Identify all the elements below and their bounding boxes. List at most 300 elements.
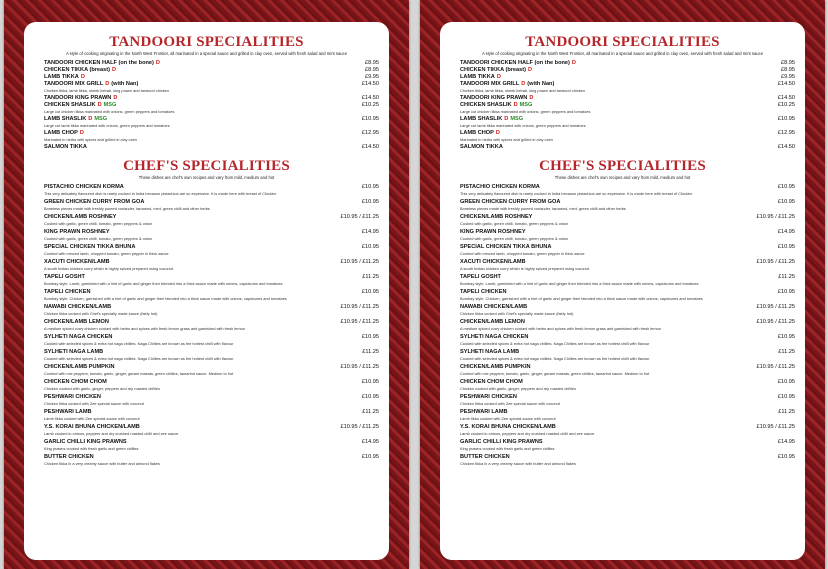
dish-price: £10.95 (777, 199, 795, 205)
tandoori-list (440, 60, 805, 151)
dish-tag: D (496, 74, 501, 80)
dish-name-wrap (460, 319, 525, 326)
menu-item (24, 289, 389, 301)
menu-item-row (460, 259, 795, 266)
dish-price: £10.95 / £11.25 (340, 319, 379, 325)
menu-item (440, 259, 805, 271)
dish-price: £10.95 (777, 379, 795, 385)
dish-description: King prawns cooked with fresh garlic and green chillies (44, 446, 139, 451)
dish-description: Chicken tikka cooked with Chef's specially made sauce (fairly hot) (44, 311, 158, 316)
menu-item (24, 60, 389, 67)
menu-item (440, 67, 805, 74)
dish-name-wrap (44, 334, 112, 341)
dish-price: £8.95 (781, 60, 795, 66)
menu-item (24, 319, 389, 331)
menu-item-row (460, 439, 795, 446)
dish-price: £8.95 (365, 60, 379, 66)
dish-name: CHICKEN SHASLIK (460, 102, 512, 108)
menu-item-row (44, 95, 379, 102)
menu-item-row (44, 349, 379, 356)
dish-description: Large cut chicken tikka marinated with onions, green peppers and tomatoes (460, 109, 591, 114)
menu-item (24, 304, 389, 316)
dish-name: LAMB TIKKA (460, 74, 495, 80)
menu-item (24, 379, 389, 391)
menu-item-row (44, 259, 379, 266)
dish-name: SPECIAL CHICKEN TIKKA BHUNA (44, 244, 136, 250)
dish-name-wrap (460, 244, 551, 251)
dish-name-wrap (460, 102, 532, 109)
dish-price: £10.95 (777, 289, 795, 295)
dish-name: GREEN CHICKEN CURRY FROM GOA (44, 199, 145, 205)
menu-item-row (460, 74, 795, 81)
dish-name-wrap (460, 394, 517, 401)
dish-price: £10.95 / £11.25 (340, 364, 379, 370)
dish-description: Cooked with mix peppers, tomato, garlic, ginger, garam masala, green chillies, tamarind sauce. Medium to hot (460, 371, 650, 376)
menu-item (440, 379, 805, 391)
chefs-subtitle: These dishes are chef's own recipes and vary from mild, medium and hot (554, 175, 691, 180)
dish-price: £10.95 (361, 394, 379, 400)
menu-item (440, 214, 805, 226)
dish-name-wrap (44, 116, 107, 123)
item-spacer (440, 466, 805, 469)
dish-description: Cooked with minced lamb, chopped tomato, green pepper in thick sauce (460, 251, 585, 256)
dish-name: TANDOORI CHICKEN HALF (on the bone) (460, 60, 570, 66)
dish-price: £12.95 (777, 130, 795, 136)
dish-description: Boneless pieces made with freshly pureed coriander, tamarind, mint, green chilli and other herbs (460, 206, 626, 211)
dish-price: £10.95 (777, 116, 795, 122)
dish-price: £10.95 (361, 454, 379, 460)
tandoori-title: TANDOORI SPECIALITIES (525, 34, 720, 50)
menu-item (24, 364, 389, 376)
dish-name-wrap (44, 81, 138, 88)
menu-item-row (460, 379, 795, 386)
dish-name: SYLHETI NAGA LAMB (460, 349, 520, 355)
dish-name-wrap (460, 184, 540, 191)
menu-item (24, 334, 389, 346)
dish-description: Chicken tikka cooked with Zee special sauce with coconut (460, 401, 560, 406)
dish-description: Large cut chicken tikka marinated with onions, green peppers and tomatoes (44, 109, 175, 114)
dish-name: PESHWARI LAMB (460, 409, 508, 415)
dish-name: SYLHETI NAGA CHICKEN (44, 334, 113, 340)
dish-price: £10.95 / £11.25 (756, 364, 795, 370)
menu-item-row (44, 74, 379, 81)
menu-item (24, 74, 389, 81)
menu-item-row (44, 184, 379, 191)
menu-item (24, 274, 389, 286)
chefs-title: CHEF'S SPECIALITIES (539, 158, 706, 174)
menu-item-row (44, 424, 379, 431)
dish-tag: D (113, 95, 118, 101)
menu-item-row (460, 116, 795, 123)
dish-tag: D (513, 102, 518, 108)
dish-name: CHICKEN/LAMB ROSHNEY (44, 214, 117, 220)
dish-tag: D (571, 60, 576, 66)
dish-tag: MSG (510, 116, 524, 122)
dish-description: Chicken tikka cooked with Zee special sauce with coconut (44, 401, 144, 406)
menu-item (440, 74, 805, 81)
dish-name-wrap (460, 60, 576, 67)
dish-description: Lamb cooked in onions, peppers and dry crushed roasted chilli and zee sauce (44, 431, 179, 436)
menu-item (440, 229, 805, 241)
dish-description: Cooked with selected spices & extra hot naga chillies. Naga Chillies are known as the hottest chilli with flavour (44, 341, 234, 346)
menu-item (24, 229, 389, 241)
menu-item (440, 439, 805, 451)
tandoori-subtitle: A style of cooking originating in the North West Frontier, all marinated in a special sauce and grilled in clay oven, served with fresh salad and mint sauce (65, 51, 348, 56)
menu-item-row (460, 214, 795, 221)
menu-item-row (460, 81, 795, 88)
dish-name: PESHWARI CHICKEN (460, 394, 517, 400)
menu-item-row (44, 229, 379, 236)
menu-item (440, 304, 805, 316)
dish-price: £11.25 (778, 349, 795, 355)
dish-name-wrap (44, 439, 127, 446)
dish-price: £10.95 (361, 116, 379, 122)
dish-name: TANDOORI MIX GRILL (460, 81, 520, 87)
menu-item (24, 67, 389, 74)
menu-item (440, 364, 805, 376)
dish-name: NAWABI CHICKEN/LAMB (460, 304, 528, 310)
menu-item-row (44, 81, 379, 88)
menu-item (440, 244, 805, 256)
dish-tag: (with Nan) (527, 81, 555, 87)
dish-description: Cooked with selected spices & extra hot naga chillies. Naga Chillies are known as the hottest chilli with flavour (460, 341, 650, 346)
dish-description: Lamb tikka cooked with Zee special sauce with coconut (44, 416, 140, 421)
dish-name: LAMB TIKKA (44, 74, 79, 80)
menu-card (440, 22, 805, 560)
dish-description: Bombay style. Lamb, garnished with a hint of garlic and ginger then blended into a thick sauce made with onions, capsicums and tomatoes (460, 281, 699, 286)
dish-name-wrap (44, 229, 110, 236)
menu-item-row (44, 116, 379, 123)
dish-price: £11.25 (362, 409, 379, 415)
menu-item (440, 184, 805, 196)
dish-price: £14.50 (361, 95, 379, 101)
dish-name: GARLIC CHILLI KING PRAWNS (460, 439, 543, 445)
dish-tag: D (528, 67, 533, 73)
menu-item (440, 130, 805, 142)
menu-item-row (460, 394, 795, 401)
dish-name: BUTTER CHICKEN (44, 454, 94, 460)
dish-price: £14.50 (361, 144, 379, 150)
dish-name-wrap (460, 95, 533, 102)
dish-price: £10.95 (361, 199, 379, 205)
dish-name: TANDOORI KING PRAWN (460, 95, 528, 101)
dish-tag: D (105, 81, 110, 87)
dish-description: A medium spiced curry chicken cooked with herbs and spices with fresh lemon grass and garnished with fresh lemon (460, 326, 661, 331)
dish-price: £9.95 (365, 74, 379, 80)
dish-name: TANDOORI CHICKEN HALF (on the bone) (44, 60, 154, 66)
dish-name: CHICKEN/LAMB PUMPKIN (460, 364, 531, 370)
dish-price: £11.25 (778, 274, 795, 280)
menu-item (440, 95, 805, 102)
dish-name-wrap (44, 379, 107, 386)
dish-name-wrap (460, 214, 532, 221)
dish-name: TAPELI GOSHT (44, 274, 85, 280)
dish-name: TANDOORI MIX GRILL (44, 81, 104, 87)
dish-price: £8.95 (365, 67, 379, 73)
dish-name: LAMB SHASLIK (44, 116, 87, 122)
dish-price: £11.25 (362, 349, 379, 355)
dish-description: Cooked with mix peppers, tomato, garlic, ginger, garam masala, green chillies, tamarind sauce. Medium to hot (44, 371, 234, 376)
dish-price: £10.95 (361, 379, 379, 385)
menu-item-row (44, 334, 379, 341)
dish-name: CHICKEN/LAMB LEMON (460, 319, 525, 325)
dish-description: Bombay style. Chicken, garnished with a hint of garlic and ginger then blended into a thick sauce made with onions, capsicums and tomatoes (460, 296, 703, 301)
dish-description: Lamb cooked in onions, peppers and dry crushed roasted chilli and zee sauce (460, 431, 595, 436)
dish-price: £10.95 / £11.25 (340, 424, 379, 430)
menu-item-row (460, 244, 795, 251)
menu-page-right (420, 0, 825, 569)
menu-item-row (44, 244, 379, 251)
menu-item (24, 130, 389, 142)
dish-name-wrap (44, 60, 160, 67)
dish-description: Chicken tikka, lamb tikka, sheek kebab, king prawn and tandoori chicken (44, 88, 170, 93)
dish-description: Cooked with garlic, green chilli, tomato, green peppers & onion (44, 221, 153, 226)
menu-item-row (460, 409, 795, 416)
dish-name-wrap (44, 95, 117, 102)
dish-name: XACUTI CHICKEN/LAMB (460, 259, 526, 265)
dish-price: £10.25 (777, 102, 795, 108)
dish-name: PISTACHIO CHICKEN KORMA (460, 184, 540, 190)
dish-price: £10.95 / £11.25 (340, 304, 379, 310)
dish-name: TANDOORI KING PRAWN (44, 95, 112, 101)
dish-price: £10.95 (777, 244, 795, 250)
dish-name: TAPELI CHICKEN (460, 289, 507, 295)
dish-name-wrap (460, 304, 527, 311)
menu-item-row (44, 379, 379, 386)
dish-description: This very delicately flavoured dish is rarely cooked in India because pistachios are so expensive. It is made here with breast of Chicken (44, 191, 277, 196)
dish-price: £14.50 (777, 144, 795, 150)
dish-description: Cooked with garlic, green chilli, tomato, green peppers & onion (460, 221, 569, 226)
dish-name: TAPELI CHICKEN (44, 289, 91, 295)
dish-name: CHICKEN TIKKA (breast) (44, 67, 110, 73)
dish-tag: D (97, 102, 102, 108)
menu-item-row (460, 334, 795, 341)
dish-description: Marinated in herbs with spices and grilled in clay oven (44, 137, 137, 142)
menu-item-row (44, 60, 379, 67)
menu-item-row (44, 289, 379, 296)
dish-tag: D (155, 60, 160, 66)
menu-item (24, 439, 389, 451)
dish-description: Cooked with garlic, green chilli, tomato, green peppers & onion (460, 236, 569, 241)
dish-name-wrap (44, 364, 115, 371)
dish-description: Chicken cooked with garlic, ginger, peppers and dry roasted chillies (460, 386, 576, 391)
dish-price: £12.95 (361, 130, 379, 136)
dish-tag: MSG (519, 102, 533, 108)
dish-description: Chicken tikka in a very creamy sauce with butter and almond flakes (44, 461, 160, 466)
menu-item (24, 409, 389, 421)
dish-name: SYLHETI NAGA LAMB (44, 349, 104, 355)
dish-name: LAMB SHASLIK (460, 116, 503, 122)
dish-name-wrap (44, 259, 110, 266)
menu-item-row (44, 130, 379, 137)
dish-name: Y.S. KORAI BHUNA CHICKEN/LAMB (460, 424, 556, 430)
menu-item (24, 394, 389, 406)
dish-name: SALMON TIKKA (44, 144, 87, 150)
menu-item-row (44, 274, 379, 281)
dish-name-wrap (460, 424, 556, 431)
dish-name-wrap (460, 81, 554, 88)
dish-name-wrap (460, 259, 526, 266)
menu-item-row (460, 454, 795, 461)
dish-name: CHICKEN TIKKA (breast) (460, 67, 526, 73)
dish-price: £10.95 (777, 454, 795, 460)
dish-price: £10.95 (361, 244, 379, 250)
dish-name-wrap (44, 214, 116, 221)
dish-name-wrap (460, 130, 500, 137)
menu-item (24, 81, 389, 93)
dish-description: Bombay style. Chicken, garnished with a hint of garlic and ginger then blended into a thick sauce made with onions, capsicums and tomatoes (44, 296, 287, 301)
tandoori-subtitle: A style of cooking originating in the North West Frontier, all marinated in a special sauce and grilled in clay oven, served with fresh salad and mint sauce (481, 51, 764, 56)
dish-price: £14.95 (361, 229, 379, 235)
menu-item (440, 274, 805, 286)
dish-description: Boneless pieces made with freshly pureed coriander, tamarind, mint, green chilli and other herbs (44, 206, 210, 211)
dish-name-wrap (44, 349, 103, 356)
menu-item-row (460, 184, 795, 191)
dish-price: £10.25 (361, 102, 379, 108)
dish-name-wrap (44, 454, 94, 461)
item-spacer (24, 466, 389, 469)
menu-item (24, 95, 389, 102)
dish-price: £14.95 (361, 439, 379, 445)
menu-item (440, 454, 805, 466)
dish-name: LAMB CHOP (44, 130, 78, 136)
dish-name-wrap (460, 409, 508, 416)
dish-name: KING PRAWN ROSHNEY (460, 229, 526, 235)
dish-name-wrap (460, 364, 531, 371)
dish-description: Chicken cooked with garlic, ginger, peppers and dry roasted chillies (44, 386, 160, 391)
menu-item (440, 394, 805, 406)
menu-item-row (460, 102, 795, 109)
dish-price: £10.95 / £11.25 (756, 319, 795, 325)
menu-item-row (460, 229, 795, 236)
dish-description: Cooked with selected spices & extra hot naga chillies. Naga Chillies are known as the hottest chilli with flavour (44, 356, 234, 361)
menu-item (440, 409, 805, 421)
dish-name: GARLIC CHILLI KING PRAWNS (44, 439, 127, 445)
chefs-subtitle: These dishes are chef's own recipes and vary from mild, medium and hot (138, 175, 275, 180)
menu-item-row (460, 349, 795, 356)
dish-price: £10.95 / £11.25 (756, 259, 795, 265)
dish-name: Y.S. KORAI BHUNA CHICKEN/LAMB (44, 424, 140, 430)
menu-item (440, 81, 805, 93)
dish-name-wrap (44, 102, 116, 109)
dish-name-wrap (460, 116, 523, 123)
dish-description: A medium spiced curry chicken cooked with herbs and spices with fresh lemon grass and garnished with fresh lemon (44, 326, 245, 331)
dish-name: SPECIAL CHICKEN TIKKA BHUNA (460, 244, 552, 250)
dish-name-wrap (44, 289, 91, 296)
dish-description: Chicken tikka, lamb tikka, sheek kebab, king prawn and tandoori chicken (460, 88, 586, 93)
dish-price: £9.95 (781, 74, 795, 80)
dish-name-wrap (460, 289, 507, 296)
dish-name-wrap (460, 67, 532, 74)
dish-name-wrap (44, 144, 87, 151)
menu-item (440, 349, 805, 361)
dish-name-wrap (460, 199, 560, 206)
menu-item-row (460, 67, 795, 74)
dish-name-wrap (460, 379, 523, 386)
dish-name: PESHWARI CHICKEN (44, 394, 101, 400)
dish-price: £14.50 (777, 81, 795, 87)
menu-item-row (44, 454, 379, 461)
menu-item (24, 454, 389, 466)
dish-price: £10.95 / £11.25 (756, 424, 795, 430)
dish-price: £10.95 / £11.25 (756, 214, 795, 220)
dish-name-wrap (44, 394, 101, 401)
menu-item (24, 144, 389, 151)
dish-name: SALMON TIKKA (460, 144, 503, 150)
menu-item-row (44, 102, 379, 109)
dish-name-wrap (44, 409, 92, 416)
dish-name-wrap (44, 424, 140, 431)
dish-tag: D (521, 81, 526, 87)
dish-name-wrap (460, 349, 519, 356)
menu-item (24, 259, 389, 271)
menu-item (24, 116, 389, 128)
menu-item (24, 214, 389, 226)
dish-description: Cooked with selected spices & extra hot naga chillies. Naga Chillies are known as the hottest chilli with flavour (460, 356, 650, 361)
dish-name: CHICKEN/LAMB ROSHNEY (460, 214, 533, 220)
menu-item-row (44, 67, 379, 74)
dish-price: £14.95 (777, 439, 795, 445)
menu-item (440, 199, 805, 211)
dish-name: PESHWARI LAMB (44, 409, 92, 415)
dish-price: £10.95 (361, 289, 379, 295)
dish-name: CHICKEN CHOM CHOM (44, 379, 107, 385)
chefs-list (440, 184, 805, 469)
dish-name-wrap (460, 454, 510, 461)
menu-item-row (460, 95, 795, 102)
dish-name: NAWABI CHICKEN/LAMB (44, 304, 112, 310)
menu-item (24, 244, 389, 256)
dish-price: £10.95 (361, 334, 379, 340)
menu-item-row (44, 304, 379, 311)
dish-tag: MSG (94, 116, 108, 122)
dish-price: £10.95 / £11.25 (756, 304, 795, 310)
menu-item-row (44, 394, 379, 401)
dish-price: £10.95 (777, 334, 795, 340)
menu-item-row (44, 364, 379, 371)
menu-card (24, 22, 389, 560)
dish-description: Chicken tikka in a very creamy sauce with butter and almond flakes (460, 461, 576, 466)
menu-item-row (460, 130, 795, 137)
chefs-title: CHEF'S SPECIALITIES (123, 158, 290, 174)
dish-tag: D (112, 67, 117, 73)
chefs-list (24, 184, 389, 469)
menu-item-row (460, 144, 795, 151)
dish-name-wrap (44, 319, 109, 326)
dish-name-wrap (44, 244, 135, 251)
dish-price: £14.50 (361, 81, 379, 87)
dish-tag: D (529, 95, 534, 101)
dish-name: CHICKEN/LAMB PUMPKIN (44, 364, 115, 370)
dish-name: SYLHETI NAGA CHICKEN (460, 334, 529, 340)
dish-name: CHICKEN SHASLIK (44, 102, 96, 108)
menu-item-row (460, 304, 795, 311)
dish-price: £8.95 (781, 67, 795, 73)
menu-item-row (44, 409, 379, 416)
menu-item-row (460, 60, 795, 67)
dish-name: KING PRAWN ROSHNEY (44, 229, 110, 235)
dish-name-wrap (44, 304, 111, 311)
dish-tag: D (504, 116, 509, 122)
menu-item (24, 184, 389, 196)
menu-item (24, 349, 389, 361)
tandoori-list (24, 60, 389, 151)
dish-tag: D (79, 130, 84, 136)
dish-description: Bombay style. Lamb, garnished with a hint of garlic and ginger then blended into a thick sauce made with onions, capsicums and tomatoes (44, 281, 283, 286)
menu-item-row (460, 289, 795, 296)
menu-item-row (460, 319, 795, 326)
dish-name-wrap (460, 144, 503, 151)
